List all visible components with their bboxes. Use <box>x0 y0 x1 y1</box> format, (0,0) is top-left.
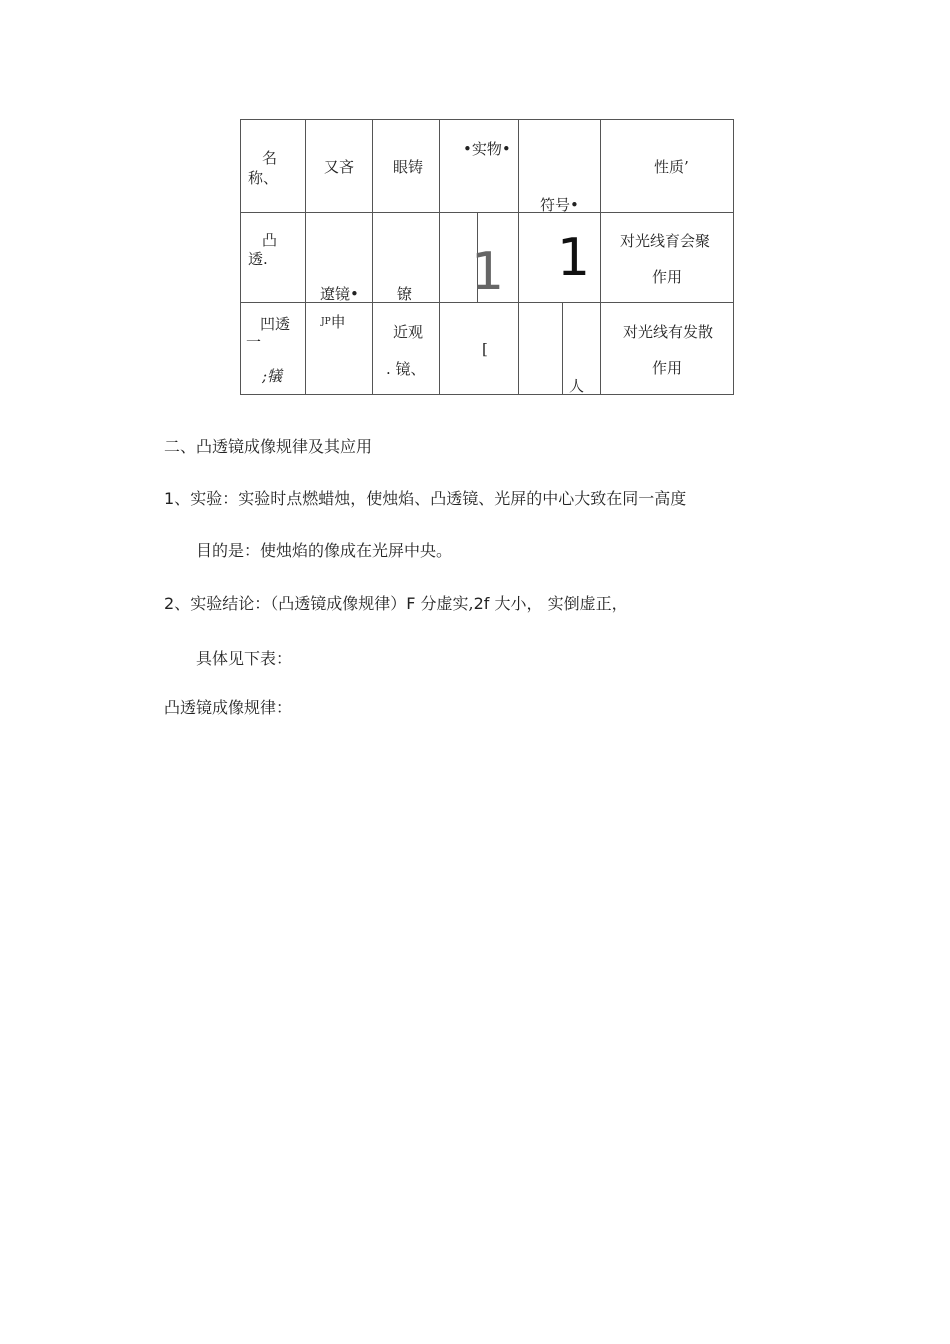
convex-col3: 镣 <box>397 285 413 303</box>
lens-table <box>240 119 734 395</box>
section-heading: 二、凸透镜成像规律及其应用 <box>164 437 373 456</box>
table-line <box>240 302 734 303</box>
concave-name-2: 一 <box>246 333 262 351</box>
item-2-text-c: 分虚实, <box>415 594 474 613</box>
concave-col3-1: 近观 <box>393 323 424 341</box>
table-line <box>439 119 440 395</box>
concave-col2 <box>321 313 346 331</box>
concave-name-1: 凹透 <box>260 315 291 333</box>
header-col4: •实物• <box>463 140 511 158</box>
table-line <box>240 212 734 213</box>
convex-lens-symbol: 1 <box>557 228 591 288</box>
table-line <box>240 119 734 120</box>
item-2-text-a: 、实验结论：（凸透镜成像规律） <box>174 594 407 613</box>
convex-name-2: 透. <box>248 250 268 268</box>
concave-col2-main: 申 <box>330 313 346 331</box>
item-1 <box>164 489 686 509</box>
table-line <box>600 119 601 395</box>
concave-nature-2: 作用 <box>652 359 683 377</box>
table-line <box>733 119 734 395</box>
concave-nature-1: 对光线有发散 <box>623 323 714 341</box>
item-2-number: 2 <box>164 594 175 613</box>
rules-label: 凸透镜成像规律： <box>164 698 293 717</box>
table-line <box>240 119 241 395</box>
table-line <box>372 119 373 395</box>
concave-col3-2: . 镜、 <box>386 360 426 378</box>
header-name-1: 名 <box>262 149 278 167</box>
header-col3: 眼铸 <box>393 158 424 176</box>
header-col2: 又吝 <box>324 158 355 176</box>
convex-col2: 遼镜• <box>320 285 359 303</box>
item-1-sub: 目的是：使烛焰的像成在光屏中央。 <box>196 541 453 560</box>
item-1-number: 1 <box>164 489 175 508</box>
item-2-text-d: 2f <box>473 594 490 613</box>
item-2 <box>164 594 628 614</box>
convex-nature-2: 作用 <box>652 268 683 286</box>
table-line <box>562 302 563 394</box>
convex-nature-1: 对光线育会聚 <box>620 232 711 250</box>
convex-name-1: 凸 <box>262 231 278 249</box>
header-col5: 符号• <box>540 196 579 214</box>
concave-col2-small: JP <box>321 317 331 327</box>
concave-lens-symbol-2: 人 <box>569 377 585 395</box>
table-line <box>518 119 519 395</box>
item-2-text-e: 大小， 实倒虚正， <box>489 594 628 613</box>
item-2-sub: 具体见下表： <box>196 649 293 668</box>
item-1-text: 、实验：实验时点燃蜡烛，使烛焰、凸透镜、光屏的中心大致在同一高度 <box>174 489 687 508</box>
concave-name-3: ;犠 <box>262 367 283 385</box>
concave-lens-symbol: [ <box>482 340 488 358</box>
convex-lens-symbol: 1 <box>471 242 505 302</box>
header-name-2: 称、 <box>248 169 279 187</box>
item-2-text-b: F <box>406 594 416 613</box>
header-col6: 性质’ <box>654 158 689 176</box>
table-line <box>305 119 306 395</box>
table-line <box>240 394 734 395</box>
